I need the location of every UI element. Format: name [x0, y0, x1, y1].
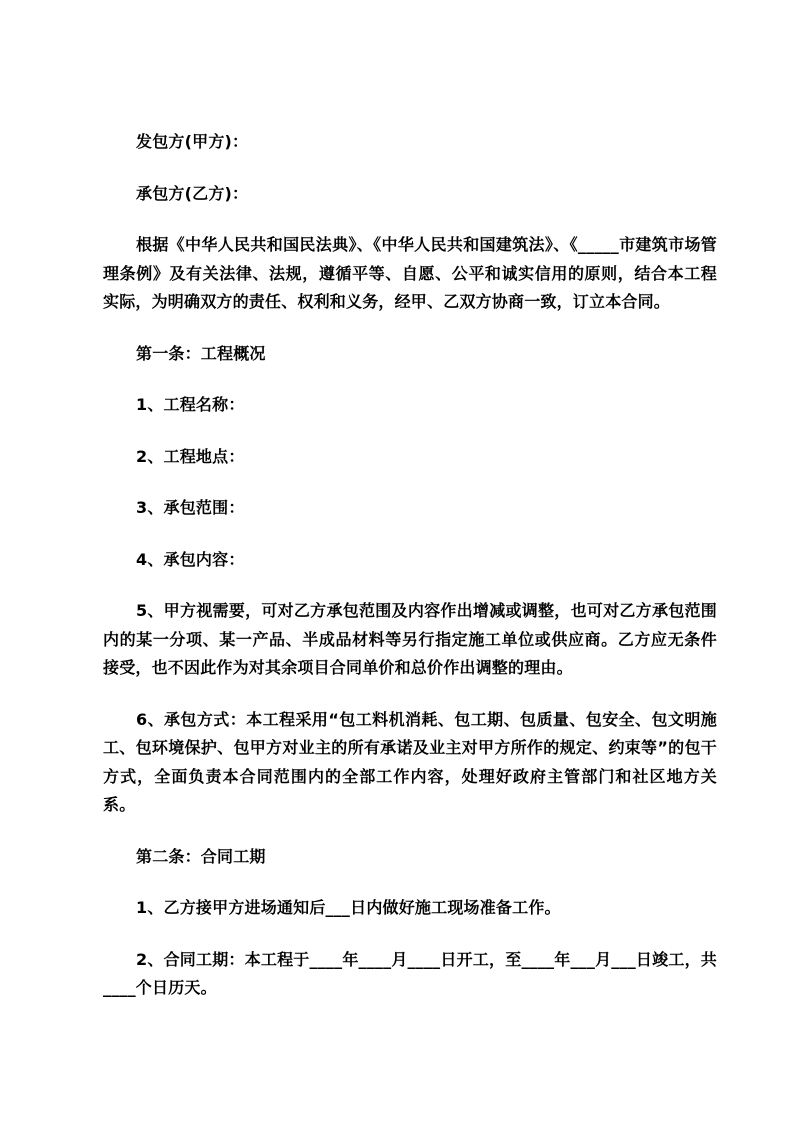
item-contract-method: 6、承包方式：本工程采用“包工料机消耗、包工期、包质量、包安全、包文明施工、包环境保护、包甲方对业主的所有承诺及业主对甲方所作的规定、约束等”的包干方式，全面负责本合同范围内的全部工作内容，处理好政府主管部门和社区地方关系。	[103, 709, 717, 814]
article-1-heading: 第一条：工程概况	[136, 343, 266, 363]
item-adjustment-clause: 5、甲方视需要，可对乙方承包范围及内容作出增减或调整，也可对乙方承包范围内的某一分项、某一产品、半成品材料等另行指定施工单位或供应商。乙方应无条件接受，也不因此作为对其余项目合同单价和总价作出调整的理由。	[103, 601, 717, 677]
preamble: 根据《中华人民共和国民法典》、《中华人民共和国建筑法》、《_____市建筑市场管理条例》及有关法律、法规，遵循平等、自愿、公平和诚实信用的原则，结合本工程实际，为明确双方的责任、权利和义务，经甲、乙双方协商一致，订立本合同。	[103, 235, 717, 311]
party-b-line: 承包方(乙方)：	[136, 183, 249, 203]
item-project-location: 2、工程地点：	[136, 446, 245, 466]
contract-body	[103, 128, 717, 1003]
item-contract-content: 4、承包内容：	[136, 549, 245, 569]
item-project-name: 1、工程名称：	[136, 395, 245, 414]
item-site-preparation: 1、乙方接甲方进场通知后___日内做好施工现场准备工作。	[136, 898, 561, 917]
article-2-heading: 第二条：合同工期	[136, 846, 266, 866]
item-contract-scope: 3、承包范围：	[136, 498, 245, 517]
item-contract-duration: 2、合同工期：本工程于____年____月____日开工，至____年___月___日竣工，共____个日历天。	[103, 949, 717, 997]
party-a-line: 发包方(甲方)：	[136, 132, 249, 151]
